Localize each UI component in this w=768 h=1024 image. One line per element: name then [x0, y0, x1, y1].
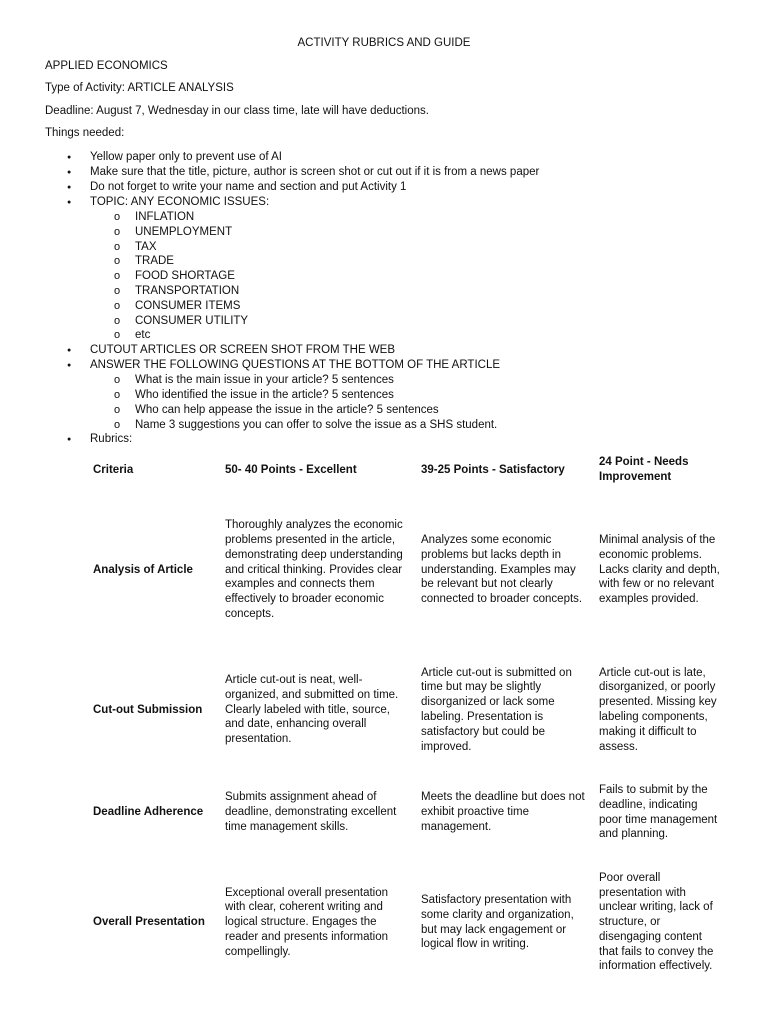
satisfactory-cell: Analyzes some economic problems but lacks depth in understanding. Examples may be relevant but not clearly connected to broader concepts.: [421, 534, 583, 606]
deadline-line: Deadline: August 7, Wednesday in our class time, late will have deductions.: [45, 105, 429, 117]
excellent-cell: Thoroughly analyzes the economic problems presented in the article, demonstrating deep understanding and critical thinking. Provides clear examples and connects them effectively to broader economic concepts.: [225, 519, 403, 620]
topic-item: o TRADE: [90, 254, 735, 269]
header-criteria: Criteria: [93, 463, 134, 476]
criteria-cell: Cut-out Submission: [93, 703, 203, 716]
needs-improvement-cell: Fails to submit by the deadline, indicating poor time management and planning.: [599, 783, 718, 841]
needs-improvement-cell: Article cut-out is late, disorganized, or poorly presented. Missing key labeling components, making it difficult to assess.: [599, 666, 717, 753]
satisfactory-cell: Meets the deadline but does not exhibit proactive time management.: [421, 791, 585, 833]
questions-sublist: [90, 373, 735, 432]
header-needs-improvement: 24 Point - Needs Improvement: [599, 456, 689, 483]
document-title: ACTIVITY RUBRICS AND GUIDE: [297, 37, 471, 49]
header-excellent: 50- 40 Points - Excellent: [225, 463, 357, 476]
list-item: ● Do not forget to write your name and section and put Activity 1: [45, 180, 735, 195]
criteria-cell: Deadline Adherence: [93, 806, 204, 819]
things-needed-label: Things needed:: [45, 127, 125, 139]
table-row: [86, 855, 724, 990]
rubric-header-row: [86, 450, 724, 490]
activity-type-line: Type of Activity: ARTICLE ANALYSIS: [45, 82, 234, 94]
rubric-table: [86, 450, 724, 990]
topic-item: o TAX: [90, 240, 735, 255]
question-item: o Who can help appease the issue in the article? 5 sentences: [90, 403, 735, 418]
list-item-questions: [45, 358, 735, 432]
satisfactory-cell: Satisfactory presentation with some clarity and organization, but may lack engagement or logical flow in writing.: [421, 893, 574, 951]
header-satisfactory: 39-25 Points - Satisfactory: [421, 463, 565, 476]
list-item: ● Yellow paper only to prevent use of AI: [45, 150, 735, 165]
excellent-cell: Submits assignment ahead of deadline, demonstrating excellent time management skills.: [225, 791, 397, 833]
criteria-cell: Overall Presentation: [93, 916, 205, 929]
question-item: o What is the main issue in your article? 5 sentences: [90, 373, 735, 388]
excellent-cell: Article cut-out is neat, well-organized, and submitted on time. Clearly labeled with title, source, and date, enhancing overall presentation.: [225, 674, 399, 746]
topic-item: o etc: [90, 328, 735, 343]
list-item: ● Make sure that the title, picture, author is screen shot or cut out if it is from a news paper: [45, 165, 735, 180]
topics-sublist: [90, 210, 735, 343]
needs-improvement-cell: Poor overall presentation with unclear writing, lack of structure, or disengaging content that fails to convey the information effectively.: [599, 871, 714, 973]
topic-item: o INFLATION: [90, 210, 735, 225]
subject-line: APPLIED ECONOMICS: [45, 60, 168, 72]
excellent-cell: Exceptional overall presentation with clear, coherent writing and logical structure. Engages the reader and presents information compellingly.: [225, 886, 389, 958]
topic-item: o TRANSPORTATION: [90, 284, 735, 299]
table-row: [86, 770, 724, 855]
topic-item: o CONSUMER UTILITY: [90, 314, 735, 329]
topic-heading: TOPIC: ANY ECONOMIC ISSUES:: [90, 196, 270, 208]
satisfactory-cell: Article cut-out is submitted on time but may be slightly disorganized or lack some labeling. Presentation is satisfactory but could be improved.: [421, 666, 572, 753]
topic-item: o UNEMPLOYMENT: [90, 225, 735, 240]
list-item: ● CUTOUT ARTICLES OR SCREEN SHOT FROM THE WEB: [45, 343, 735, 358]
question-item: o Who identified the issue in the article? 5 sentences: [90, 388, 735, 403]
list-item-topic: [45, 195, 735, 343]
table-row: [86, 490, 724, 650]
topic-item: o CONSUMER ITEMS: [90, 299, 735, 314]
topic-item: o FOOD SHORTAGE: [90, 269, 735, 284]
list-item: ● Rubrics:: [45, 432, 735, 447]
criteria-cell: Analysis of Article: [93, 563, 193, 576]
question-item: o Name 3 suggestions you can offer to solve the issue as a SHS student.: [90, 418, 735, 433]
requirements-list: [45, 150, 735, 447]
questions-heading: ANSWER THE FOLLOWING QUESTIONS AT THE BOTTOM OF THE ARTICLE: [90, 359, 501, 372]
table-row: [86, 650, 724, 770]
needs-improvement-cell: Minimal analysis of the economic problems. Lacks clarity and depth, with few or no relevant examples provided.: [599, 534, 720, 606]
